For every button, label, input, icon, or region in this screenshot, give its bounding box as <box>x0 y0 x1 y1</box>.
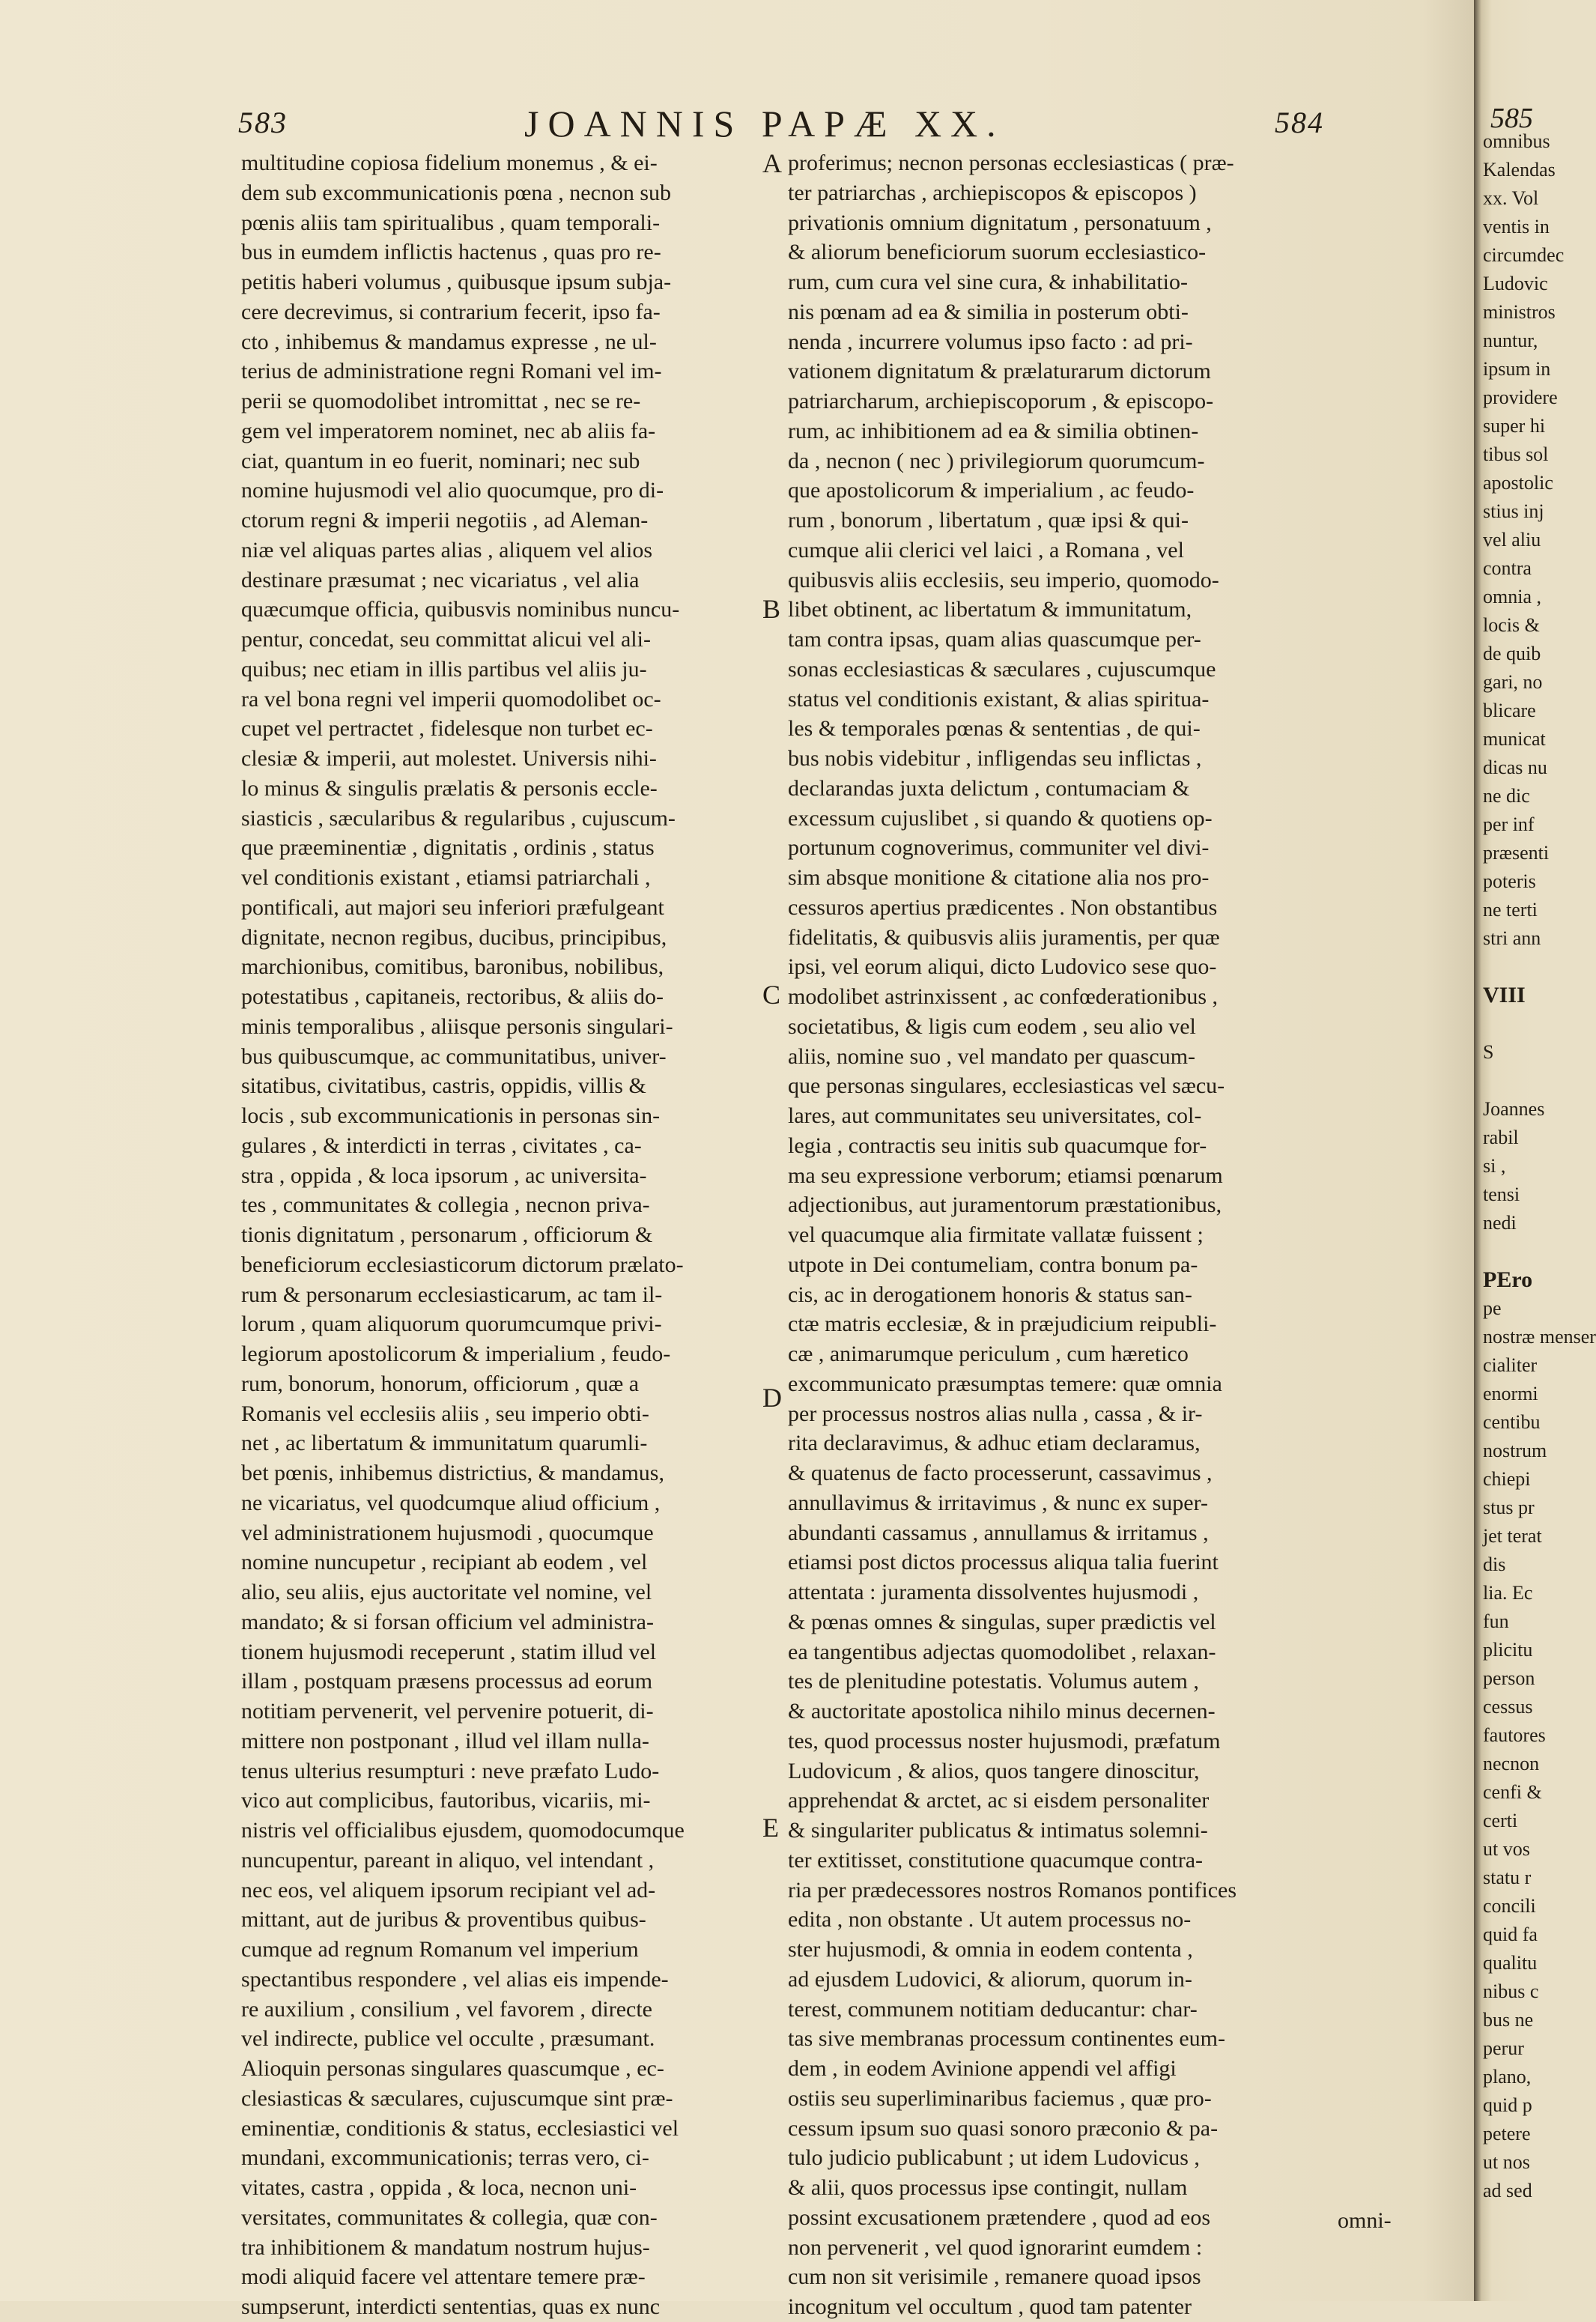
text-line: ter extitisset, constitutione quacumque contra- <box>788 1847 1204 1873</box>
text-line: nis pœnam ad ea & similia in posterum obti- <box>788 299 1189 324</box>
text-line: & auctoritate apostolica nihilo minus decernen- <box>788 1699 1216 1724</box>
text-line: terius de administratione regni Romani vel im- <box>241 359 662 384</box>
text-line: cupet vel pertractet , fidelesque non turbet ec- <box>241 716 653 742</box>
text-line: Romanis vel ecclesiis aliis , seu imperio obti- <box>241 1401 649 1426</box>
next-page-fragment: quid p <box>1483 2094 1532 2116</box>
next-page-fragment: nibus c <box>1483 1980 1539 2002</box>
next-page-fragment: fun <box>1483 1610 1509 1632</box>
text-line: legiorum apostolicorum & imperialium , feudo- <box>241 1342 671 1366</box>
text-line: & alii, quos processus ipse contingit, nullam <box>788 2175 1188 2200</box>
right-text-column <box>788 148 1390 2322</box>
text-line: tionem hujusmodi receperunt , statim illud vel <box>241 1639 657 1664</box>
text-line: clesiasticas & sæculares, cujuscumque sint præ- <box>241 2085 673 2111</box>
section-marker-e: E <box>762 1813 779 1843</box>
text-line: lares, aut communitates seu universitates, col- <box>788 1103 1202 1128</box>
text-line: excommunicato præsumptas temere: quæ omnia <box>788 1371 1222 1396</box>
text-line: ctæ matris ecclesiæ, & in præjudicium reipubli- <box>788 1312 1217 1337</box>
next-page-fragment: stus pr <box>1483 1497 1535 1518</box>
text-line: edita , non obstante . Ut autem processus no- <box>788 1907 1192 1933</box>
text-line: excessum cujuslibet , si quando & quotiens op- <box>788 805 1213 831</box>
section-marker-a: A <box>762 148 782 178</box>
text-line: vitates, castra , oppida , & loca, necnon uni- <box>241 2175 637 2200</box>
next-page-fragment: ut nos <box>1483 2151 1530 2173</box>
next-page-fragment: ad sed <box>1483 2180 1532 2201</box>
next-page-fragment: ipsum in <box>1483 358 1551 380</box>
text-line: mundani, excommunicationis; terras vero, ci- <box>241 2145 649 2171</box>
text-line: modi aliquid facere vel attentare temere præ- <box>241 2264 646 2290</box>
text-line: ra vel bona regni vel imperii quomodolibet oc- <box>241 686 661 712</box>
text-line: dem , in eodem Avinione appendi vel affigi <box>788 2056 1177 2081</box>
text-line: lo minus & singulis prælatis & personis eccle- <box>241 775 658 801</box>
text-line: & pœnas omnes & singulas, super prædictis vel <box>788 1609 1216 1634</box>
text-line: cum non sit verisimile , remanere quoad ipsos <box>788 2264 1201 2290</box>
next-page-fragment: petere <box>1483 2123 1531 2144</box>
text-line: sonas ecclesiasticas & sæculares , cujuscumque <box>788 656 1216 682</box>
text-line: sumpserunt, interdicti sententias, quas ex nunc <box>241 2294 661 2319</box>
text-line: clesiæ & imperii, aut molestet. Universis nihi- <box>241 746 657 771</box>
next-page-fragment: tibus sol <box>1483 443 1549 465</box>
running-title: JOANNIS PAPÆ XX. <box>524 103 1005 145</box>
text-line: tra inhibitionem & mandatum nostrum hujus- <box>241 2234 650 2260</box>
text-line: modolibet astrinxissent , ac confœderationibus , <box>788 984 1219 1009</box>
text-line: gem vel imperatorem nominet, nec ab aliis fa- <box>241 418 656 443</box>
text-line: ea tangentibus adjectas quomodolibet , relaxan- <box>788 1639 1216 1664</box>
text-line: ostiis seu superliminaribus faciemus , quæ pro- <box>788 2085 1212 2111</box>
text-line: & singulariter publicatus & intimatus solemni- <box>788 1818 1208 1843</box>
text-line: vico aut complicibus, fautoribus, vicariis, mi- <box>241 1788 651 1813</box>
text-line: adjectionibus, aut juramentorum præstationibus, <box>788 1192 1222 1218</box>
text-line: les & temporales pœnas & sententias , de qui- <box>788 716 1201 742</box>
text-line: locis , sub excommunicationis in personas sin- <box>241 1103 661 1128</box>
text-line: mandato; & si forsan officium vel administra- <box>241 1609 654 1634</box>
next-page-fragment: providere <box>1483 387 1558 408</box>
next-page-fragment: VIII <box>1483 983 1526 1007</box>
next-page-fragment: fautores <box>1483 1724 1546 1746</box>
left-text-column <box>241 148 758 2322</box>
text-line: tas sive membranas processum continentes eum- <box>788 2026 1226 2052</box>
next-page-fragment: necnon <box>1483 1753 1540 1774</box>
text-line: terest, communem notitiam deducantur: char- <box>788 1996 1198 2022</box>
text-line: re auxilium , consilium , vel favorem , directe <box>241 1996 652 2022</box>
text-line: notitiam pervenerit, vel pervenire potuerit, di- <box>241 1699 654 1724</box>
text-line: beneficiorum ecclesiasticorum dictorum prælato- <box>241 1252 684 1277</box>
text-line: nistris vel officialibus ejusdem, quomodocumque <box>241 1818 685 1843</box>
next-page-fragment: ventis in <box>1483 216 1550 237</box>
next-page-fragment: cialiter <box>1483 1354 1538 1376</box>
text-line: quibusvis aliis ecclesiis, seu imperio, quomodo- <box>788 567 1219 592</box>
text-line: aliis, nomine suo , vel mandato per quascum- <box>788 1043 1196 1069</box>
text-line: bus quibuscumque, ac communitatibus, univer- <box>241 1043 667 1069</box>
next-page-fragment: circumdec <box>1483 244 1565 266</box>
next-page-fragment: concili <box>1483 1895 1536 1917</box>
text-line: que personas singulares, ecclesiasticas vel sæcu- <box>788 1073 1225 1099</box>
text-line: multitudine copiosa fidelium monemus , & ei- <box>241 151 658 175</box>
text-line: possint excusationem prætendere , quod ad eos <box>788 2204 1211 2230</box>
text-line: ne vicariatus, vel quodcumque aliud officium , <box>241 1490 661 1515</box>
text-line: ad ejusdem Ludovici, & aliorum, quorum in- <box>788 1966 1192 1992</box>
text-line: siasticis , sæcularibus & regularibus , cujuscum- <box>241 805 676 831</box>
next-page-fragment: certi <box>1483 1810 1518 1831</box>
text-line: status vel conditionis existant, & alias spiritua- <box>788 686 1210 712</box>
next-page-fragment: blicare <box>1483 700 1536 721</box>
text-line: & quatenus de facto processerunt, cassavimus , <box>788 1461 1213 1485</box>
text-line: cumque ad regnum Romanum vel imperium <box>241 1937 639 1962</box>
next-page-fragment: municat <box>1483 728 1546 750</box>
next-page-fragment: gari, no <box>1483 671 1543 693</box>
next-page-fragment: nedi <box>1483 1212 1517 1234</box>
next-page-fragment: statu r <box>1483 1867 1532 1888</box>
text-line: tam contra ipsas, quam alias quascumque per- <box>788 627 1201 652</box>
text-line: ria per prædecessores nostros Romanos pontifices <box>788 1877 1237 1903</box>
text-line: privationis omnium dignitatum , personatuum , <box>788 210 1212 235</box>
text-line: nomine hujusmodi vel alio quocumque, pro di- <box>241 478 664 503</box>
next-page-fragment: ne dic <box>1483 785 1530 807</box>
next-page-fragment: dicas nu <box>1483 757 1547 778</box>
text-line: potestatibus , capitaneis, rectoribus, & aliis do- <box>241 984 664 1009</box>
next-page-fragment: locis & <box>1483 614 1540 636</box>
text-line: tionis dignitatum , personarum , officiorum & <box>241 1222 653 1247</box>
next-page-fragment: S <box>1483 1041 1494 1063</box>
text-line: rum , bonorum , libertatum , quæ ipsi & qui- <box>788 508 1189 533</box>
text-line: fidelitatis, & quibusvis aliis juramentis, per quæ <box>788 924 1220 950</box>
next-page-fragment: person <box>1483 1667 1535 1689</box>
text-line: tes , communitates & collegia , necnon priva- <box>241 1192 650 1218</box>
text-line: ctorum regni & imperii negotiis , ad Aleman- <box>241 508 649 533</box>
text-line: cis, ac in derogationem honoris & status san- <box>788 1282 1192 1307</box>
text-line: eminentiæ, conditionis & status, ecclesiastici vel <box>241 2115 679 2141</box>
catchword: omni- <box>1338 2208 1392 2233</box>
running-head <box>0 105 1474 150</box>
text-line: lorum , quam aliquorum quorumcumque privi- <box>241 1312 662 1337</box>
text-line: societatibus, & ligis cum eodem , seu alio vel <box>788 1013 1196 1039</box>
text-line: pentur, concedat, seu committat alicui vel ali- <box>241 627 651 652</box>
text-line: utpote in Dei contumeliam, contra bonum pa- <box>788 1252 1198 1277</box>
text-line: bet pœnis, inhibemus districtius, & mandamus, <box>241 1461 664 1485</box>
text-line: quibus; nec etiam in illis partibus vel aliis ju- <box>241 656 647 682</box>
text-line: cessum ipsum suo quasi sonoro præconio & pa- <box>788 2115 1219 2141</box>
next-page-fragment: tensi <box>1483 1183 1520 1205</box>
next-page-fragment: contra <box>1483 557 1532 579</box>
next-page-fragment: lia. Ec <box>1483 1582 1533 1604</box>
text-line: libet obtinent, ac libertatum & immunitatum, <box>788 597 1192 622</box>
section-marker-b: B <box>762 594 781 624</box>
next-page-folio: 585 <box>1490 103 1533 134</box>
text-line: sitatibus, civitatibus, castris, oppidis, villis & <box>241 1073 646 1099</box>
text-line: ter patriarchas , archiepiscopos & episcopos ) <box>788 180 1197 205</box>
text-line: versitates, communitates & collegia, quæ con- <box>241 2204 658 2230</box>
text-line: cessuros apertius prædicentes . Non obstantibus <box>788 894 1218 920</box>
next-page-fragment: poteris <box>1483 870 1536 892</box>
text-line: dem sub excommunicationis pœna , necnon sub <box>241 180 672 205</box>
text-line: mittere non postponant , illud vel illam nulla- <box>241 1728 649 1753</box>
text-line: perii se quomodolibet intromittat , nec se re- <box>241 389 641 413</box>
text-line: Ludovicum , & alios, quos tangere dinoscitur, <box>788 1758 1200 1783</box>
text-line: gulares , & interdicti in terras , civitates , ca- <box>241 1133 642 1158</box>
text-line: petitis haberi volumus , quibusque ipsum subja- <box>241 270 672 294</box>
page-number-right: 584 <box>1275 106 1324 139</box>
next-page-fragment: cessus <box>1483 1696 1533 1718</box>
next-page-fragment: bus ne <box>1483 2009 1534 2031</box>
text-line: ster hujusmodi, & omnia in eodem contenta , <box>788 1937 1193 1962</box>
text-line: ma seu expressione verborum; etiamsi pœnarum <box>788 1162 1223 1188</box>
text-line: rita declaravimus, & adhuc etiam declaramus, <box>788 1431 1201 1456</box>
next-page-fragment: quid fa <box>1483 1924 1538 1945</box>
next-page-fragment: plano, <box>1483 2066 1532 2088</box>
text-line: stra , oppida , & loca ipsorum , ac universita- <box>241 1162 647 1188</box>
text-line: que præeminentiæ , dignitatis , ordinis , status <box>241 835 655 861</box>
text-line: rum & personarum ecclesiasticarum, ac tam il- <box>241 1282 663 1307</box>
text-line: vel quacumque alia firmitate vallatæ fuissent ; <box>788 1222 1204 1247</box>
next-page-fragment: ne terti <box>1483 899 1538 921</box>
next-page-fragment: apostolic <box>1483 472 1553 494</box>
text-line: rum, ac inhibitionem ad ea & similia obtinen- <box>788 418 1199 443</box>
section-marker-d: D <box>762 1383 782 1413</box>
next-page-fragment: nostrum <box>1483 1440 1547 1461</box>
text-line: vel conditionis existant , etiamsi patriarchali , <box>241 865 651 890</box>
next-page-fragment: rabil <box>1483 1127 1519 1148</box>
text-line: quæcumque officia, quibusvis nominibus nuncu- <box>241 597 680 622</box>
text-line: destinare præsumat ; nec vicariatus , vel alia <box>241 567 640 592</box>
text-line: net , ac libertatum & immunitatum quarumli- <box>241 1431 648 1456</box>
text-line: nuncupentur, pareant in aliquo, vel intendant , <box>241 1847 655 1873</box>
next-page-fragment: si , <box>1483 1155 1506 1177</box>
next-page-fragment: enormi <box>1483 1383 1538 1404</box>
text-line: nec eos, vel aliquem ipsorum recipiant vel ad- <box>241 1877 656 1903</box>
text-line: apprehendat & arctet, ac si eisdem personaliter <box>788 1788 1210 1813</box>
text-line: marchionibus, comitibus, baronibus, nobilibus, <box>241 954 664 980</box>
page-number-left: 583 <box>238 106 288 139</box>
text-line: cere decrevimus, si contrarium fecerit, ipso fa- <box>241 299 661 324</box>
text-line: bus in eumdem inflictis hactenus , quas pro re- <box>241 240 661 265</box>
next-page-fragment: plicitu <box>1483 1639 1533 1661</box>
next-page-fragment: nostræ menser <box>1483 1326 1596 1348</box>
text-line: non pervenerit , vel quod ignorarint eumdem : <box>788 2234 1203 2260</box>
text-line: legia , contractis seu initis sub quacumque for- <box>788 1133 1207 1158</box>
text-line: proferimus; necnon personas ecclesiasticas ( præ- <box>788 151 1234 175</box>
next-page-fragment: Ludovic <box>1483 273 1548 294</box>
next-page-fragment: præsenti <box>1483 842 1550 864</box>
text-line: portunum cognoverimus, communiter vel divi- <box>788 835 1210 861</box>
next-page-fragment: vel aliu <box>1483 529 1541 551</box>
next-page-fragment: Kalendas <box>1483 159 1556 181</box>
next-page-fragment: centibu <box>1483 1411 1541 1433</box>
next-page-fragment: qualitu <box>1483 1952 1538 1974</box>
next-page-fragment: pe <box>1483 1297 1502 1319</box>
next-page-fragment: Joannes <box>1483 1098 1545 1120</box>
text-line: nomine nuncupetur , recipiant ab eodem , vel <box>241 1550 648 1575</box>
text-line: vationem dignitatum & prælaturarum dictorum <box>788 359 1211 384</box>
next-page-fragment: omnia , <box>1483 586 1541 607</box>
text-line: cumque alii clerici vel laici , a Romana , vel <box>788 537 1184 563</box>
text-line: tes, quod processus noster hujusmodi, præfatum <box>788 1728 1221 1753</box>
text-line: abundanti cassamus , annullamus & irritamus , <box>788 1520 1209 1545</box>
text-line: ciat, quantum in eo fuerit, nominari; nec sub <box>241 448 640 473</box>
text-line: tes de plenitudine potestatis. Volumus autem , <box>788 1669 1199 1694</box>
next-page-fragment: perur <box>1483 2037 1524 2059</box>
text-line: Alioquin personas singulares quascumque , ec- <box>241 2056 664 2081</box>
text-line: vel administrationem hujusmodi , quocumque <box>241 1520 654 1545</box>
text-line: & aliorum beneficiorum suorum ecclesiastico- <box>788 240 1207 265</box>
next-page-fragment: per inf <box>1483 813 1535 835</box>
text-line: patriarcharum, archiepiscoporum , & episcopo- <box>788 389 1214 413</box>
text-line: mittant, aut de juribus & proventibus quibus- <box>241 1907 646 1933</box>
text-line: annullavimus & irritavimus , & nunc ex super- <box>788 1490 1208 1515</box>
text-line: rum, cum cura vel sine cura, & inhabilitatio- <box>788 270 1188 294</box>
text-line: rum, bonorum, honorum, officiorum , quæ a <box>241 1371 640 1396</box>
text-line: incognitum vel occultum , quod tam patenter <box>788 2294 1192 2319</box>
text-line: tenus ulterius resumpturi : neve præfato Ludo- <box>241 1758 660 1783</box>
next-page-fragment: super hi <box>1483 415 1546 437</box>
text-line: per processus nostros alias nulla , cassa , & ir- <box>788 1401 1203 1426</box>
section-marker-c: C <box>762 980 781 1010</box>
text-line: alio, seu aliis, ejus auctoritate vel nomine, vel <box>241 1580 652 1604</box>
text-line: ipsi, vel eorum aliqui, dicto Ludovico sese quo- <box>788 954 1217 980</box>
text-line: vel indirecte, publice vel occulte , præsumant. <box>241 2026 655 2052</box>
next-page-fragment: stius inj <box>1483 500 1544 522</box>
next-page-fragment: chiepi <box>1483 1468 1531 1490</box>
text-line: niæ vel aliquas partes alias , aliquem vel alios <box>241 537 653 563</box>
text-line: illam , postquam præsens processus ad eorum <box>241 1669 653 1694</box>
text-line: da , necnon ( nec ) privilegiorum quorumcum- <box>788 448 1205 473</box>
next-page-fragment: xx. Vol <box>1483 187 1539 209</box>
text-line: nenda , incurrere volumus ipso facto : ad pri- <box>788 329 1193 354</box>
next-page-fragment: jet terat <box>1483 1525 1542 1547</box>
next-page-fragment: ministros <box>1483 301 1556 323</box>
next-page-fragment: dis <box>1483 1553 1506 1575</box>
text-line: bus nobis videbitur , infligendas seu inflictas , <box>788 746 1202 771</box>
text-line: etiamsi post dictos processus aliqua talia fuerint <box>788 1550 1219 1575</box>
page-gutter-shadow <box>1423 0 1474 2301</box>
next-page-fragment: omnibus <box>1483 130 1550 152</box>
text-line: pœnis aliis tam spiritualibus , quam temporali- <box>241 210 661 235</box>
next-page-fragment: de quib <box>1483 643 1541 664</box>
text-line: declarandas juxta delictum , contumaciam & <box>788 775 1190 801</box>
text-line: tulo judicio publicabunt ; ut idem Ludovicus , <box>788 2145 1200 2171</box>
next-page-fragment: PEro <box>1483 1267 1533 1292</box>
text-line: que apostolicorum & imperialium , ac feudo- <box>788 478 1195 503</box>
text-line: minis temporalibus , aliisque personis singulari- <box>241 1013 673 1039</box>
next-page-fragment: nuntur, <box>1483 330 1538 351</box>
next-page-fragment: ut vos <box>1483 1838 1530 1860</box>
text-line: cæ , animarumque periculum , cum hæretico <box>788 1342 1189 1366</box>
next-page-edge <box>1474 0 1596 2301</box>
next-page-fragment: stri ann <box>1483 927 1541 949</box>
text-line: spectantibus respondere , vel alias eis impende- <box>241 1966 669 1992</box>
next-page-fragment: cenfi & <box>1483 1781 1542 1803</box>
text-line: cto , inhibemus & mandamus expresse , ne ul- <box>241 329 657 354</box>
text-line: attentata : juramenta dissolventes hujusmodi , <box>788 1580 1199 1604</box>
text-line: pontificali, aut majori seu inferiori præfulgeant <box>241 894 664 920</box>
text-line: dignitate, necnon regibus, ducibus, principibus, <box>241 924 667 950</box>
text-line: sim absque monitione & citatione alia nos pro- <box>788 865 1210 890</box>
